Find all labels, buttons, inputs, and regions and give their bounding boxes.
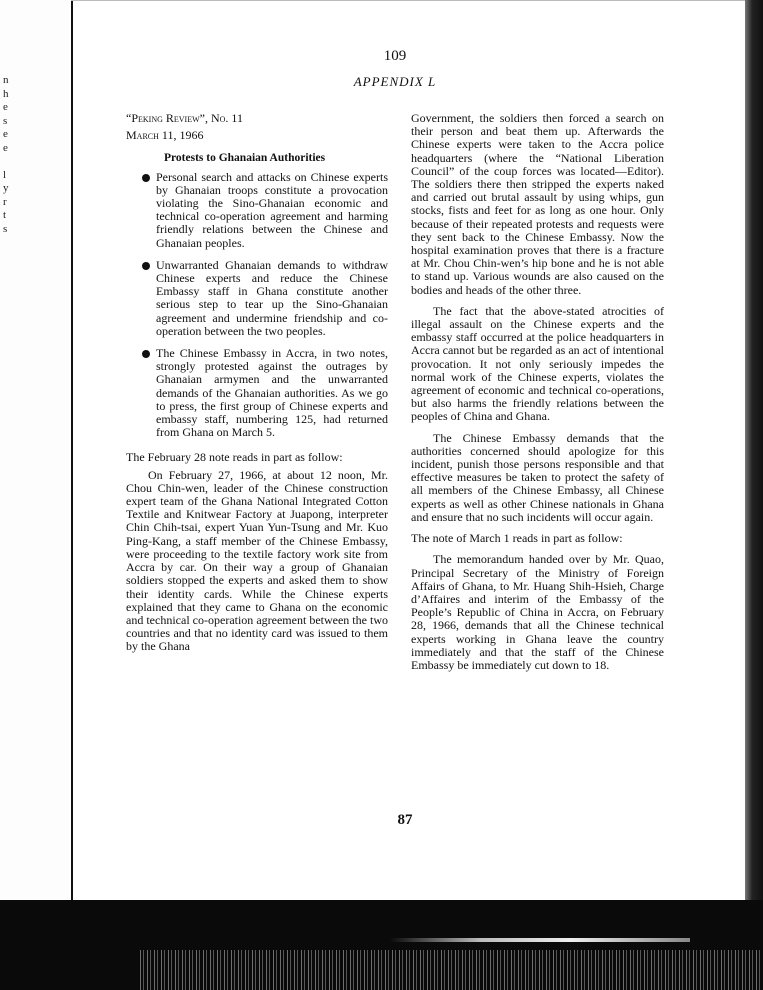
paragraph-continuation: Government, the soldiers then forced a search on their person and beat them up. Afterwards the Chinese experts were taken to the Accra police headquarters (where the “National Liberation Council” of the coup forces was located—Editor). The soldiers there then stripped the experts naked and carried out brutal assault by using whips, gun stocks, fists and feet for as long as one hour. Only because of their repeated protests and requests were they sent back to the Chinese Embassy. Now the hospital examination proves that there is a fracture at Mr. Chou Chin-wen’s hip bone and he is not able to stand up. Various wounds are also caused on the bodies and heads of the other three.: [411, 111, 664, 297]
bullet-text: Personal search and attacks on Chinese experts by Ghanaian troops constitute a provocation violating the Sino-Ghanaian economic and technical co-operation agreement and harming friendly relations between the Chinese and Ghanaian peoples.: [156, 169, 388, 250]
bullet-text: The Chinese Embassy in Accra, in two notes, strongly protested against the outrages by Ghanaian armymen and the unwarranted demands of the Ghanaian authorities. As we go to press, the first group of Chinese experts and embassy staff, numbering 125, had returned from Ghana on March 5.: [156, 346, 388, 440]
scan-left-margin: [0, 0, 72, 900]
note-body-feb28: On February 27, 1966, at about 12 noon, Mr. Chou Chin-wen, leader of the Chinese construction expert team of the Ghana National Integrated Cotton Textile and Knitwear Factory at Juapong, interpreter Chin Chih-tsai, expert Yuan Yun-Tsung and Mr. Kuo Ping-Kang, a staff member of the Chinese Embassy, were proceeding to the textile factory work site from Accra by car. On their way a group of Ghanaian soldiers stopped the experts and asked them to show their identity cards. While the Chinese experts explained that they came to Ghana on the economic and technical co-operation agreement between the two countries and that no identity card was issued to them by the Ghana: [126, 467, 388, 654]
bullet-dot-icon: [142, 262, 150, 270]
margin-letter: n: [3, 74, 9, 86]
margin-letter: e: [3, 128, 8, 140]
scan-right-shadow: [745, 0, 763, 990]
margin-letter: t: [3, 209, 7, 221]
margin-letter: s: [3, 114, 8, 127]
running-head: APPENDIX L: [353, 74, 437, 89]
paragraph-memorandum: The memorandum handed over by Mr. Quao, Principal Secretary of the Ministry of Foreign Affairs of Ghana, to Mr. Huang Shih-Hsieh, Charge d’Affaires and interim of the Embassy of the People’s Republic of China in Accra, on February 28, 1966, demands that all the Chinese technical experts working in Ghana leave the country immediately and that the staff of the Chinese Embassy be immediately cut down to 18.: [411, 552, 664, 672]
margin-letter: [3, 155, 17, 169]
margin-letter: h: [3, 87, 9, 100]
left-column: [126, 112, 388, 662]
margin-letter: e: [3, 141, 8, 154]
bullet-dot-icon: [142, 350, 150, 358]
margin-letter: e: [3, 101, 8, 113]
source-citation: “Peking Review”, No. 11: [126, 111, 243, 125]
page-number-top: 109: [383, 48, 407, 64]
article-heading: Protests to Ghanaian Authorities: [164, 152, 326, 165]
bullet-dot-icon: [142, 174, 150, 182]
page-number-bottom: 87: [397, 812, 413, 828]
bullet-item: [146, 171, 388, 250]
page-top-edge: [71, 0, 763, 1]
facing-page-letters: [3, 74, 17, 236]
paragraph-demands: The Chinese Embassy demands that the authorities concerned should apologize for this incident, punish those persons responsible and that effective measures be taken to protect the safety of all members of the Chinese Embassy, all Chinese experts as well as other Chinese nationals in Ghana and ensure that no such incidents will occur again.: [411, 430, 664, 524]
margin-letter: l: [3, 168, 7, 181]
note-intro-march1: The note of March 1 reads in part as follow:: [411, 531, 623, 546]
page-edge: [71, 0, 73, 900]
article-date: March 11, 1966: [126, 128, 204, 143]
bullet-item: [146, 347, 388, 439]
right-column: [411, 112, 664, 680]
scan-bottom-texture: [140, 950, 763, 990]
margin-letter: y: [3, 182, 9, 194]
margin-letter: s: [3, 222, 8, 235]
margin-letter: r: [3, 195, 7, 208]
bullet-text: Unwarranted Ghanaian demands to withdraw Chinese experts and reduce the Chinese Embassy staff in Ghana constitute another serious step to tear up the Sino-Ghanaian agreement and undermine friendship and co-operation between the two peoples.: [156, 257, 388, 338]
paragraph-provocation: The fact that the above-stated atrocities of illegal assault on the Chinese experts and the embassy staff occurred at the police headquarters in Accra cannot but be regarded as an act of intentional provocation. It not only seriously impedes the normal work of the Chinese experts, violates the agreement of economic and technical co-operations, but also harms the friendly relations between the peoples of China and Ghana.: [411, 303, 664, 424]
scan-bottom-highlight: [390, 938, 690, 942]
bullet-item: [146, 259, 388, 338]
note-intro-feb28: The February 28 note reads in part as follow:: [126, 450, 343, 465]
